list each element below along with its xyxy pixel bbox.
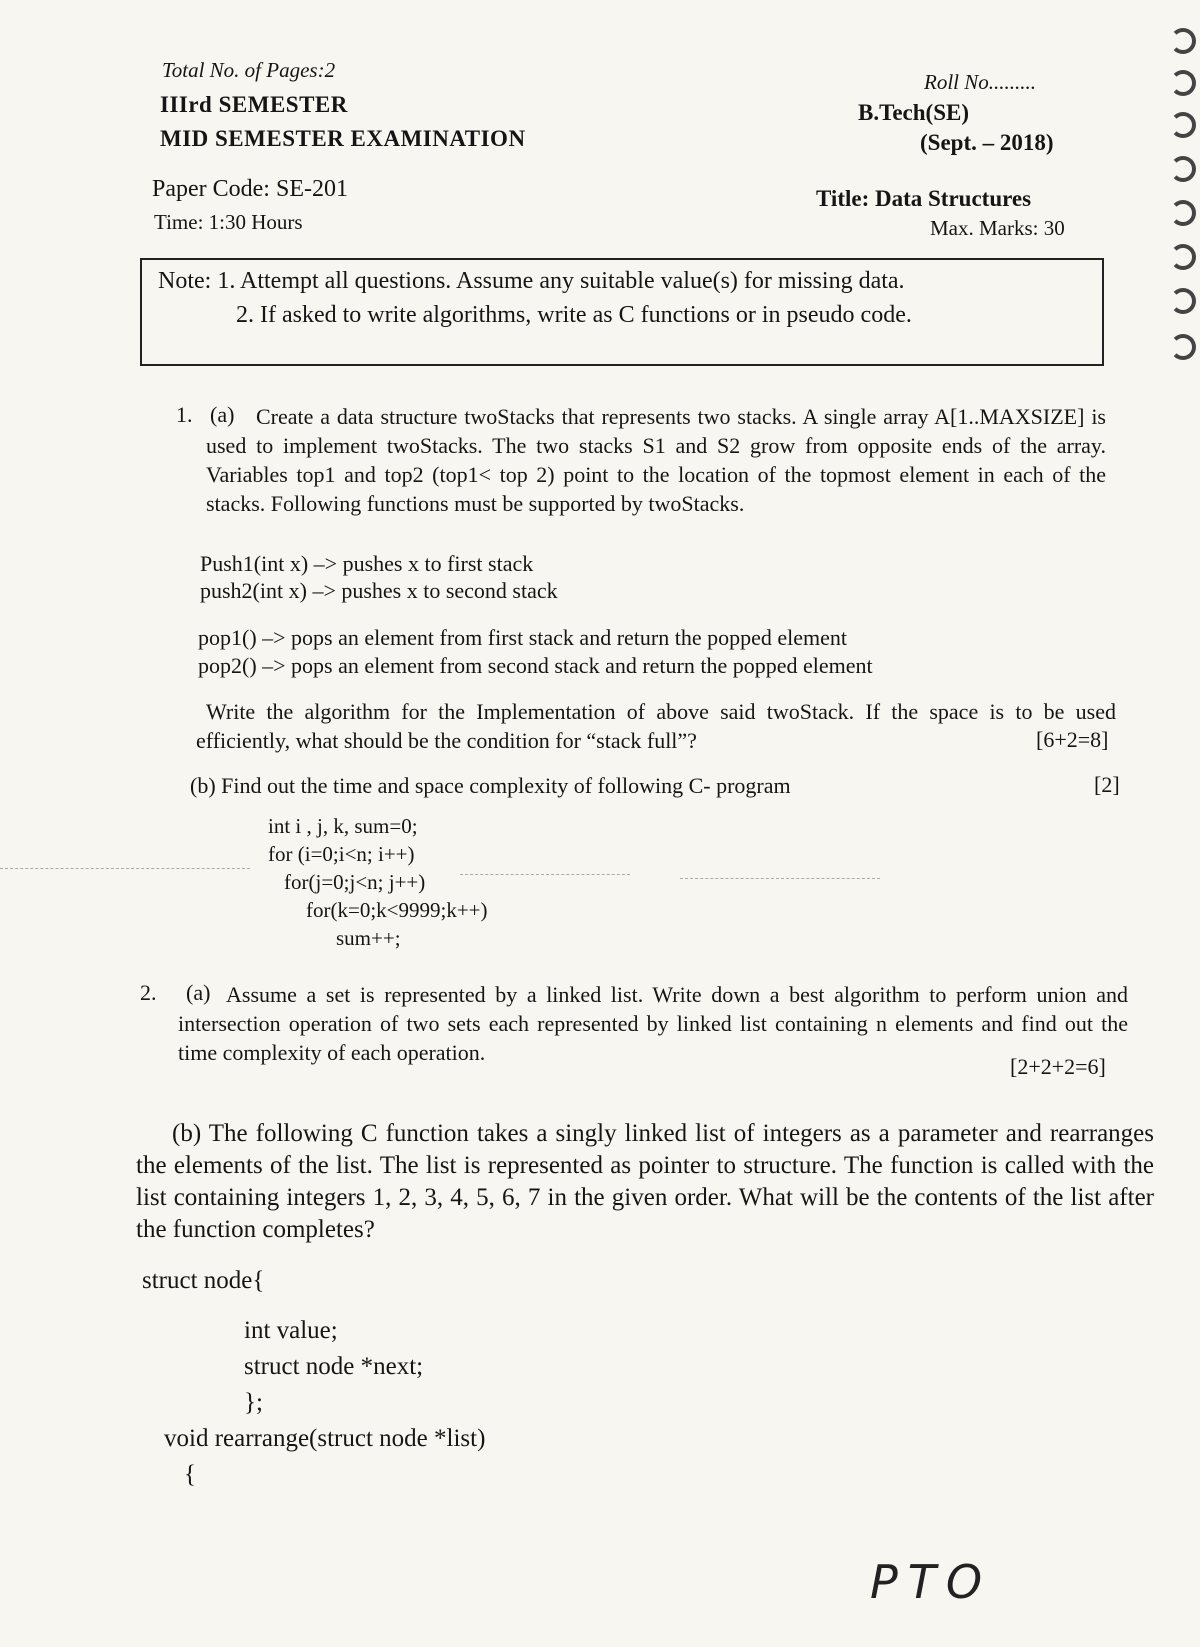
- q2-code-line: struct node{: [142, 1267, 265, 1294]
- binding-holes: [1160, 0, 1200, 380]
- q1a-text: Create a data structure twoStacks that represents two stacks. A single array A[1..MAXSIZE] is used to implement twoStacks. The two stacks S1 and S2 grow from opposite ends of the array. Variables top1 and top2 (top1< top 2) point to the location of the topmost element in each of the stacks. Following functions must be supported by twoStacks.: [206, 404, 1106, 516]
- total-pages: Total No. of Pages:2: [162, 58, 336, 82]
- q2-code-line: int value;: [244, 1317, 338, 1344]
- max-marks: Max. Marks: 30: [930, 216, 1065, 240]
- note-line-2: 2. If asked to write algorithms, write as C functions or in pseudo code.: [236, 302, 912, 328]
- program: B.Tech(SE): [858, 100, 969, 125]
- paper-code: Paper Code: SE-201: [152, 176, 348, 202]
- semester: IIIrd SEMESTER: [160, 92, 348, 117]
- q1-number: 1.: [176, 402, 193, 427]
- scan-artifact: [460, 874, 630, 875]
- q1-function-push1: Push1(int x) –> pushes x to first stack: [200, 551, 534, 576]
- q1a-label: (a): [210, 402, 235, 427]
- q2-code-line: {: [184, 1461, 196, 1488]
- q2-code-line: void rearrange(struct node *list): [164, 1425, 486, 1452]
- q1a-marks: [6+2=8]: [1036, 727, 1109, 752]
- q2b-text: (b) The following C function takes a singly linked list of integers as a parameter and rearranges the elements of the list. The list is represented as pointer to structure. The function is called with the list containing integers 1, 2, 3, 4, 5, 6, 7 in the given order. What will be the contents of the list after the function completes?: [136, 1120, 1154, 1243]
- exam-title: MID SEMESTER EXAMINATION: [160, 126, 526, 151]
- pto-handwritten: PTO: [870, 1555, 993, 1609]
- q1-code-line: for(j=0;j<n; j++): [284, 870, 426, 894]
- roll-no: Roll No.........: [924, 70, 1037, 94]
- q2-code-line: struct node *next;: [244, 1353, 424, 1380]
- q2a-label: (a): [186, 980, 211, 1005]
- q2a-marks: [2+2+2=6]: [1010, 1054, 1106, 1079]
- q1a-question: Write the algorithm for the Implementation of above said twoStack. If the space is to be used efficiently, what should be the condition for “stack full”?: [196, 699, 1116, 753]
- q1-function-pop1: pop1() –> pops an element from first stack and return the popped element: [198, 625, 847, 650]
- q2a-text: Assume a set is represented by a linked list. Write down a best algorithm to perform union and intersection operation of two sets each represented by linked list containing n elements and find out the time complexity of each operation.: [178, 982, 1128, 1065]
- q1-code-line: sum++;: [336, 926, 401, 950]
- note-line-1: Note: 1. Attempt all questions. Assume any suitable value(s) for missing data.: [158, 268, 905, 294]
- q1b-text: (b) Find out the time and space complexity of following C- program: [190, 773, 791, 798]
- q2-code-line: };: [244, 1389, 263, 1416]
- q1b-marks: [2]: [1094, 772, 1120, 797]
- q1-function-pop2: pop2() –> pops an element from second stack and return the popped element: [198, 653, 873, 678]
- q1-function-push2: push2(int x) –> pushes x to second stack: [200, 578, 558, 603]
- session: (Sept. – 2018): [920, 130, 1054, 155]
- q2-number: 2.: [140, 980, 157, 1005]
- q1-code-line: for (i=0;i<n; i++): [268, 842, 415, 866]
- scan-artifact: [0, 868, 250, 869]
- exam-time: Time: 1:30 Hours: [154, 210, 303, 234]
- q1-code-line: for(k=0;k<9999;k++): [306, 898, 488, 922]
- subject-title: Title: Data Structures: [816, 186, 1032, 211]
- q1-code-line: int i , j, k, sum=0;: [268, 814, 418, 838]
- scan-artifact: [680, 878, 880, 879]
